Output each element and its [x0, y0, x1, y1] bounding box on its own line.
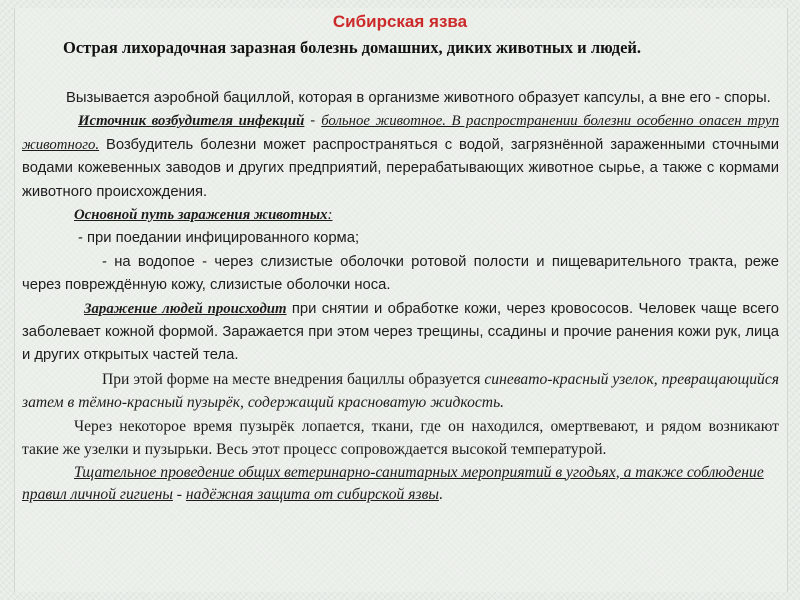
skin-form-italic: синевато-красный узелок, превращающийся затем в тёмно-красный пузырёк, содержащий красноватую жидкость.: [22, 370, 779, 412]
paragraph-skin-form: [22, 368, 779, 415]
slide-subtitle: Острая лихорадочная заразная болезнь домашних, диких животных и людей.: [63, 38, 642, 57]
slide-body: [22, 87, 779, 506]
prevention-measures: Тщательное проведение общих ветеринарно-санитарных мероприятий в угодьях, а также соблюдение правил личной гигиены: [22, 463, 764, 503]
paragraph-cause: Вызывается аэробной бациллой, которая в организме животного образует капсулы, а вне его - споры.: [66, 90, 771, 106]
paragraph-human-infection: [22, 298, 779, 368]
prevention-end: .: [438, 485, 443, 503]
heading-route: Основной путь заражения животных: [74, 207, 328, 224]
prevention-dash: -: [172, 485, 186, 503]
paragraph-route: [22, 204, 779, 227]
paragraph-source: [22, 110, 779, 204]
slide-title: Сибирская язва: [332, 12, 468, 31]
route-colon: :: [327, 207, 333, 224]
source-dash: -: [304, 113, 322, 130]
heading-source: Источник возбудителя инфекций: [78, 113, 305, 130]
paragraph-progression: Через некоторое время пузырёк лопается, ткани, где он находился, омертвевают, и рядом возникают такие же узелки и пузырьки. Весь этот процесс сопровождается высокой температурой.: [22, 417, 779, 459]
paragraph-prevention: [22, 462, 779, 506]
prevention-protection: надёжная защита от сибирской язвы: [185, 485, 439, 503]
list-item-feed: - при поедании инфицированного корма;: [78, 230, 360, 247]
source-text: Возбудитель болезни может распространяться с водой, загрязнённой зараженными сточными водами кожевенных заводов и других предприятий, перерабатывающих животное сырье, а также с кормами животного происхождения.: [22, 136, 779, 200]
list-item-water: - на водопое - через слизистые оболочки ротовой полости и пищеварительного тракта, реже через повреждённую кожу, слизистые оболочки носа.: [22, 253, 779, 294]
skin-form-text: При этой форме на месте внедрения бациллы образуется: [102, 370, 485, 388]
source-italic: больное животное. В распространении болезни особенно опасен труп животного.: [22, 113, 780, 153]
human-infection-text: при снятии и обработке кожи, через кровососов. Человек чаще всего заболевает кожной формой. Заражается при этом через трещины, ссадины и прочие ранения кожи рук, лица и других открытых частей тела.: [22, 300, 779, 364]
heading-human-infection: Заражение людей происходит: [84, 300, 287, 317]
